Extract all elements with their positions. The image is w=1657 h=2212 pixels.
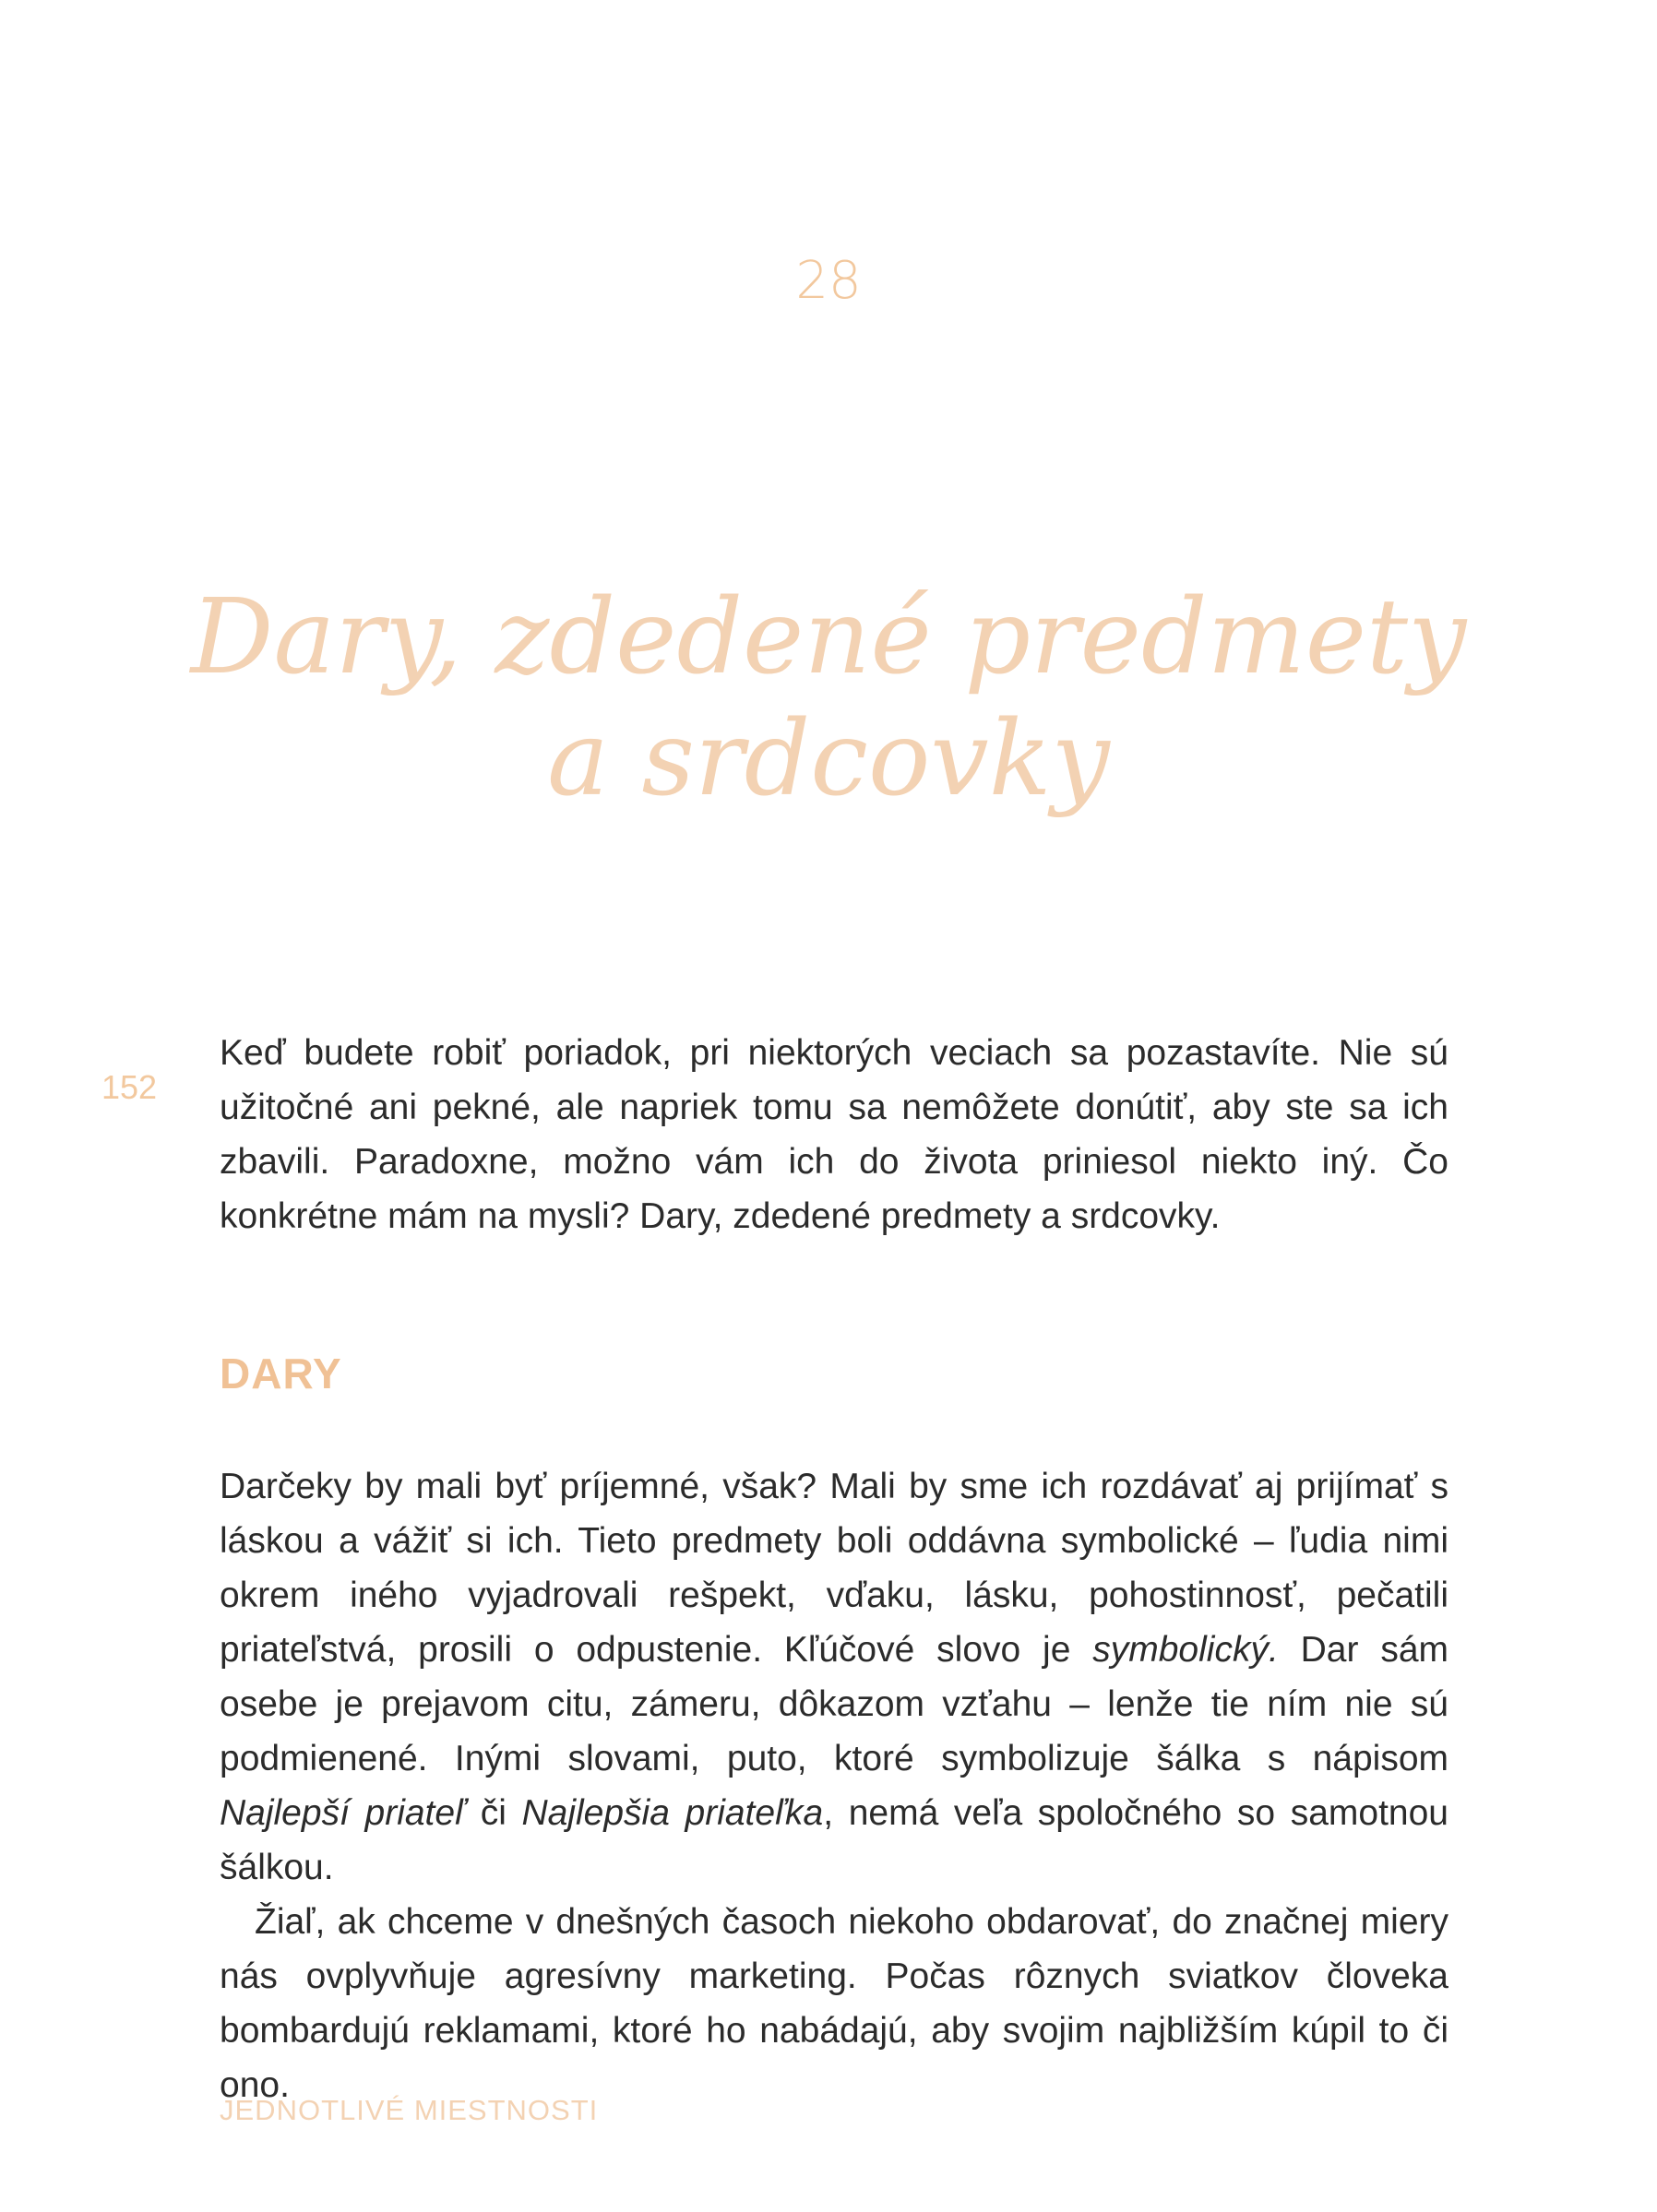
section-body [220, 1459, 1448, 2112]
paragraph-1-text-d: , nemá veľa spoločného so samotnou šálkou. [220, 1793, 1448, 1887]
running-footer: JEDNOTLIVÉ MIESTNOSTI [220, 2094, 599, 2126]
emphasis-najlepsi-priatel: Najlepší priateľ [220, 1793, 466, 1833]
section-heading: DARY [220, 1350, 342, 1397]
page-number: 152 [101, 1068, 158, 1106]
emphasis-symbolicky: symbolický. [1092, 1630, 1279, 1670]
paragraph-1-text-a: Darčeky by mali byť príjemné, však? Mali by sme ich rozdávať aj prijímať s láskou a vážiť si ich. Tieto predmety boli oddávna symbolické – ľudia nimi okrem iného vyjadrovali rešpekt, vďaku, lásku, pohostinnosť, pečatili priateľstvá, prosili o odpustenie. Kľúčové slovo je [220, 1467, 1448, 1670]
chapter-number: 28 [795, 251, 862, 311]
intro-paragraph: Keď budete robiť poriadok, pri niektorých veciach sa pozastavíte. Nie sú užitočné ani pekné, ale napriek tomu sa nemôžete donútiť, aby ste sa ich zbavili. Paradoxne, možno vám ich do života priniesol niekto iný. Čo konkrétne mám na mysli? Dary, zdedené predmety a srdcovky. [220, 1033, 1448, 1236]
paragraph-1 [220, 1459, 1448, 1895]
chapter-title-line-1: Dary, zdedené predmety [190, 577, 1467, 697]
emphasis-najlepsia-priatelka: Najlepšia priateľka [521, 1793, 824, 1833]
chapter-title-line-2: a srdcovky [547, 699, 1110, 819]
paragraph-1-text-b: Dar sám osebe je prejavom citu, zámeru, dôkazom vzťahu – lenže tie ním nie sú podmienené. Inými slovami, puto, ktoré symbolizuje šálka s nápisom [220, 1630, 1448, 1778]
paragraph-2: Žiaľ, ak chceme v dnešných časoch niekoho obdarovať, do značnej miery nás ovplyvňuje agresívny marketing. Počas rôznych sviatkov človeka bombardujú reklamami, ktoré ho nabádajú, aby svojim najbližším kúpil to či ono. [220, 1902, 1448, 2105]
paragraph-1-text-c: či [465, 1793, 522, 1833]
chapter-title [0, 577, 1657, 820]
